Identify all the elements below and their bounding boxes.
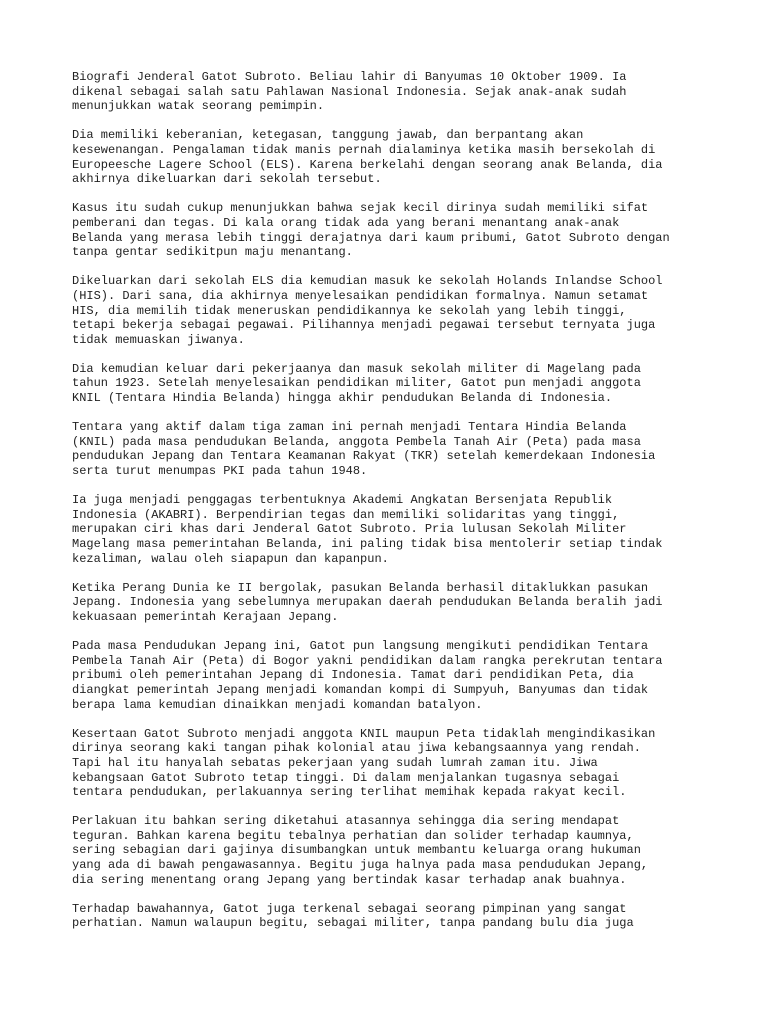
text-line: kezaliman, walau oleh siapapun dan kapanpun. [72,551,389,566]
text-line: Magelang masa pemerintahan Belanda, ini paling tidak bisa mentolerir setiap tindak [72,537,663,551]
text-line: Indonesia (AKABRI). Berpendirian tegas dan memiliki solidaritas yang tinggi, [72,507,620,522]
text-line: tentara pendudukan, perlakuannya sering terlihat memihak kepada rakyat kecil. [72,785,627,800]
text-line: yang ada di bawah pengawasannya. Begitu juga halnya pada masa pendudukan Jepang, [72,858,649,873]
text-line: teguran. Bahkan karena begitu tebalnya perhatian dan solider terhadap kaumnya, [72,828,634,843]
text-line: KNIL (Tentara Hindia Belanda) hingga akhir pendudukan Belanda di Indonesia. [72,391,613,406]
text-line: Tentara yang aktif dalam tiga zaman ini pernah menjadi Tentara Hindia Belanda [72,420,627,435]
paragraph [72,128,712,186]
text-line: akhirnya dikeluarkan dari sekolah tersebut. [72,172,382,187]
text-line: Dia memiliki keberanian, ketegasan, tanggung jawab, dan berpantang akan [72,128,584,143]
text-line: Europeesche Lagere School (ELS). Karena berkelahi dengan seorang anak Belanda, dia [72,157,663,172]
text-line: tahun 1923. Setelah menyelesaikan pendidikan militer, Gatot pun menjadi anggota [72,376,641,391]
text-line: Ia juga menjadi penggagas terbentuknya Akademi Angkatan Bersenjata Republik [72,493,613,508]
text-line: Biografi Jenderal Gatot Subroto. Beliau lahir di Banyumas 10 Oktober 1909. Ia [72,70,627,84]
document-body [72,70,712,946]
text-line: kebangsaan Gatot Subroto tetap tinggi. Di dalam menjalankan tugasnya sebagai [72,770,620,785]
text-line: Kasus itu sudah cukup menunjukkan bahwa sejak kecil dirinya sudah memiliki sifat [72,201,649,216]
text-line: Pada masa Pendudukan Jepang ini, Gatot pun langsung mengikuti pendidikan Tentara [72,639,649,654]
paragraph [72,493,712,566]
text-line: Terhadap bawahannya, Gatot juga terkenal sebagai seorang pimpinan yang sangat [72,901,627,916]
paragraph [72,201,712,259]
text-line: Dikeluarkan dari sekolah ELS dia kemudian masuk ke sekolah Holands Inlandse School [72,274,663,289]
paragraph [72,581,712,625]
paragraph [72,814,712,887]
text-line: kesewenangan. Pengalaman tidak manis pernah dialaminya ketika masih bersekolah di [72,142,656,157]
text-line: (KNIL) pada masa pendudukan Belanda, anggota Pembela Tanah Air (Peta) pada masa [72,434,641,449]
text-line: Kesertaan Gatot Subroto menjadi anggota KNIL maupun Peta tidaklah mengindikasikan [72,726,656,741]
text-line: perhatian. Namun walaupun begitu, sebagai militer, tanpa pandang bulu dia juga [72,916,634,931]
text-line: dikenal sebagai salah satu Pahlawan Nasional Indonesia. Sejak anak-anak sudah [72,84,627,99]
text-line: menunjukkan watak seorang pemimpin. [72,99,325,114]
text-line: Pembela Tanah Air (Peta) di Bogor yakni pendidikan dalam rangka perekrutan tentara [72,653,663,668]
text-line: (HIS). Dari sana, dia akhirnya menyelesaikan pendidikan formalnya. Namun setamat [72,288,649,303]
paragraph [72,420,712,478]
paragraph [72,727,712,800]
text-line: Belanda yang merasa lebih tinggi derajatnya dari kaum pribumi, Gatot Subroto dengan [72,230,670,245]
text-line: diangkat pemerintah Jepang menjadi komandan kompi di Sumpyuh, Banyumas dan tidak [72,682,649,697]
text-line: berapa lama kemudian dinaikkan menjadi komandan batalyon. [72,697,483,712]
text-line: pemberani dan tegas. Di kala orang tidak ada yang berani menantang anak-anak [72,215,620,230]
text-line: tetapi bekerja sebagai pegawai. Pilihannya menjadi pegawai tersebut ternyata juga [72,318,656,333]
text-line: Ketika Perang Dunia ke II bergolak, pasukan Belanda berhasil ditaklukkan pasukan [72,580,649,595]
text-line: Tapi hal itu hanyalah sebatas pekerjaan yang sudah lumrah zaman itu. Jiwa [72,755,598,770]
text-line: HIS, dia memilih tidak meneruskan pendidikannya ke sekolah yang lebih tinggi, [72,303,627,318]
text-line: Dia kemudian keluar dari pekerjaanya dan masuk sekolah militer di Magelang pada [72,361,641,376]
text-line: Jepang. Indonesia yang sebelumnya merupakan daerah pendudukan Belanda beralih jadi [72,595,663,610]
text-line: Perlakuan itu bahkan sering diketahui atasannya sehingga dia sering mendapat [72,814,620,829]
text-line: merupakan ciri khas dari Jenderal Gatot Subroto. Pria lulusan Sekolah Militer [72,522,627,537]
text-line: tanpa gentar sedikitpun maju menantang. [72,245,353,260]
text-line: tidak memuaskan jiwanya. [72,332,245,347]
paragraph [72,902,712,931]
text-line: serta turut menumpas PKI pada tahun 1948. [72,464,368,479]
paragraph [72,362,712,406]
text-line: dirinya seorang kaki tangan pihak kolonial atau jiwa kebangsaannya yang rendah. [72,741,641,756]
text-line: pribumi oleh pemerintahan Jepang di Indonesia. Tamat dari pendidikan Peta, dia [72,668,634,683]
text-line: pendudukan Jepang dan Tentara Keamanan Rakyat (TKR) setelah kemerdekaan Indonesia [72,449,656,464]
paragraph [72,70,712,114]
text-line: sering sebagian dari gajinya disumbangkan untuk membantu keluarga orang hukuman [72,843,641,858]
paragraph [72,274,712,347]
text-line: kekuasaan pemerintah Kerajaan Jepang. [72,609,339,624]
text-line: dia sering menentang orang Jepang yang bertindak kasar terhadap anak buahnya. [72,872,627,887]
paragraph [72,639,712,712]
